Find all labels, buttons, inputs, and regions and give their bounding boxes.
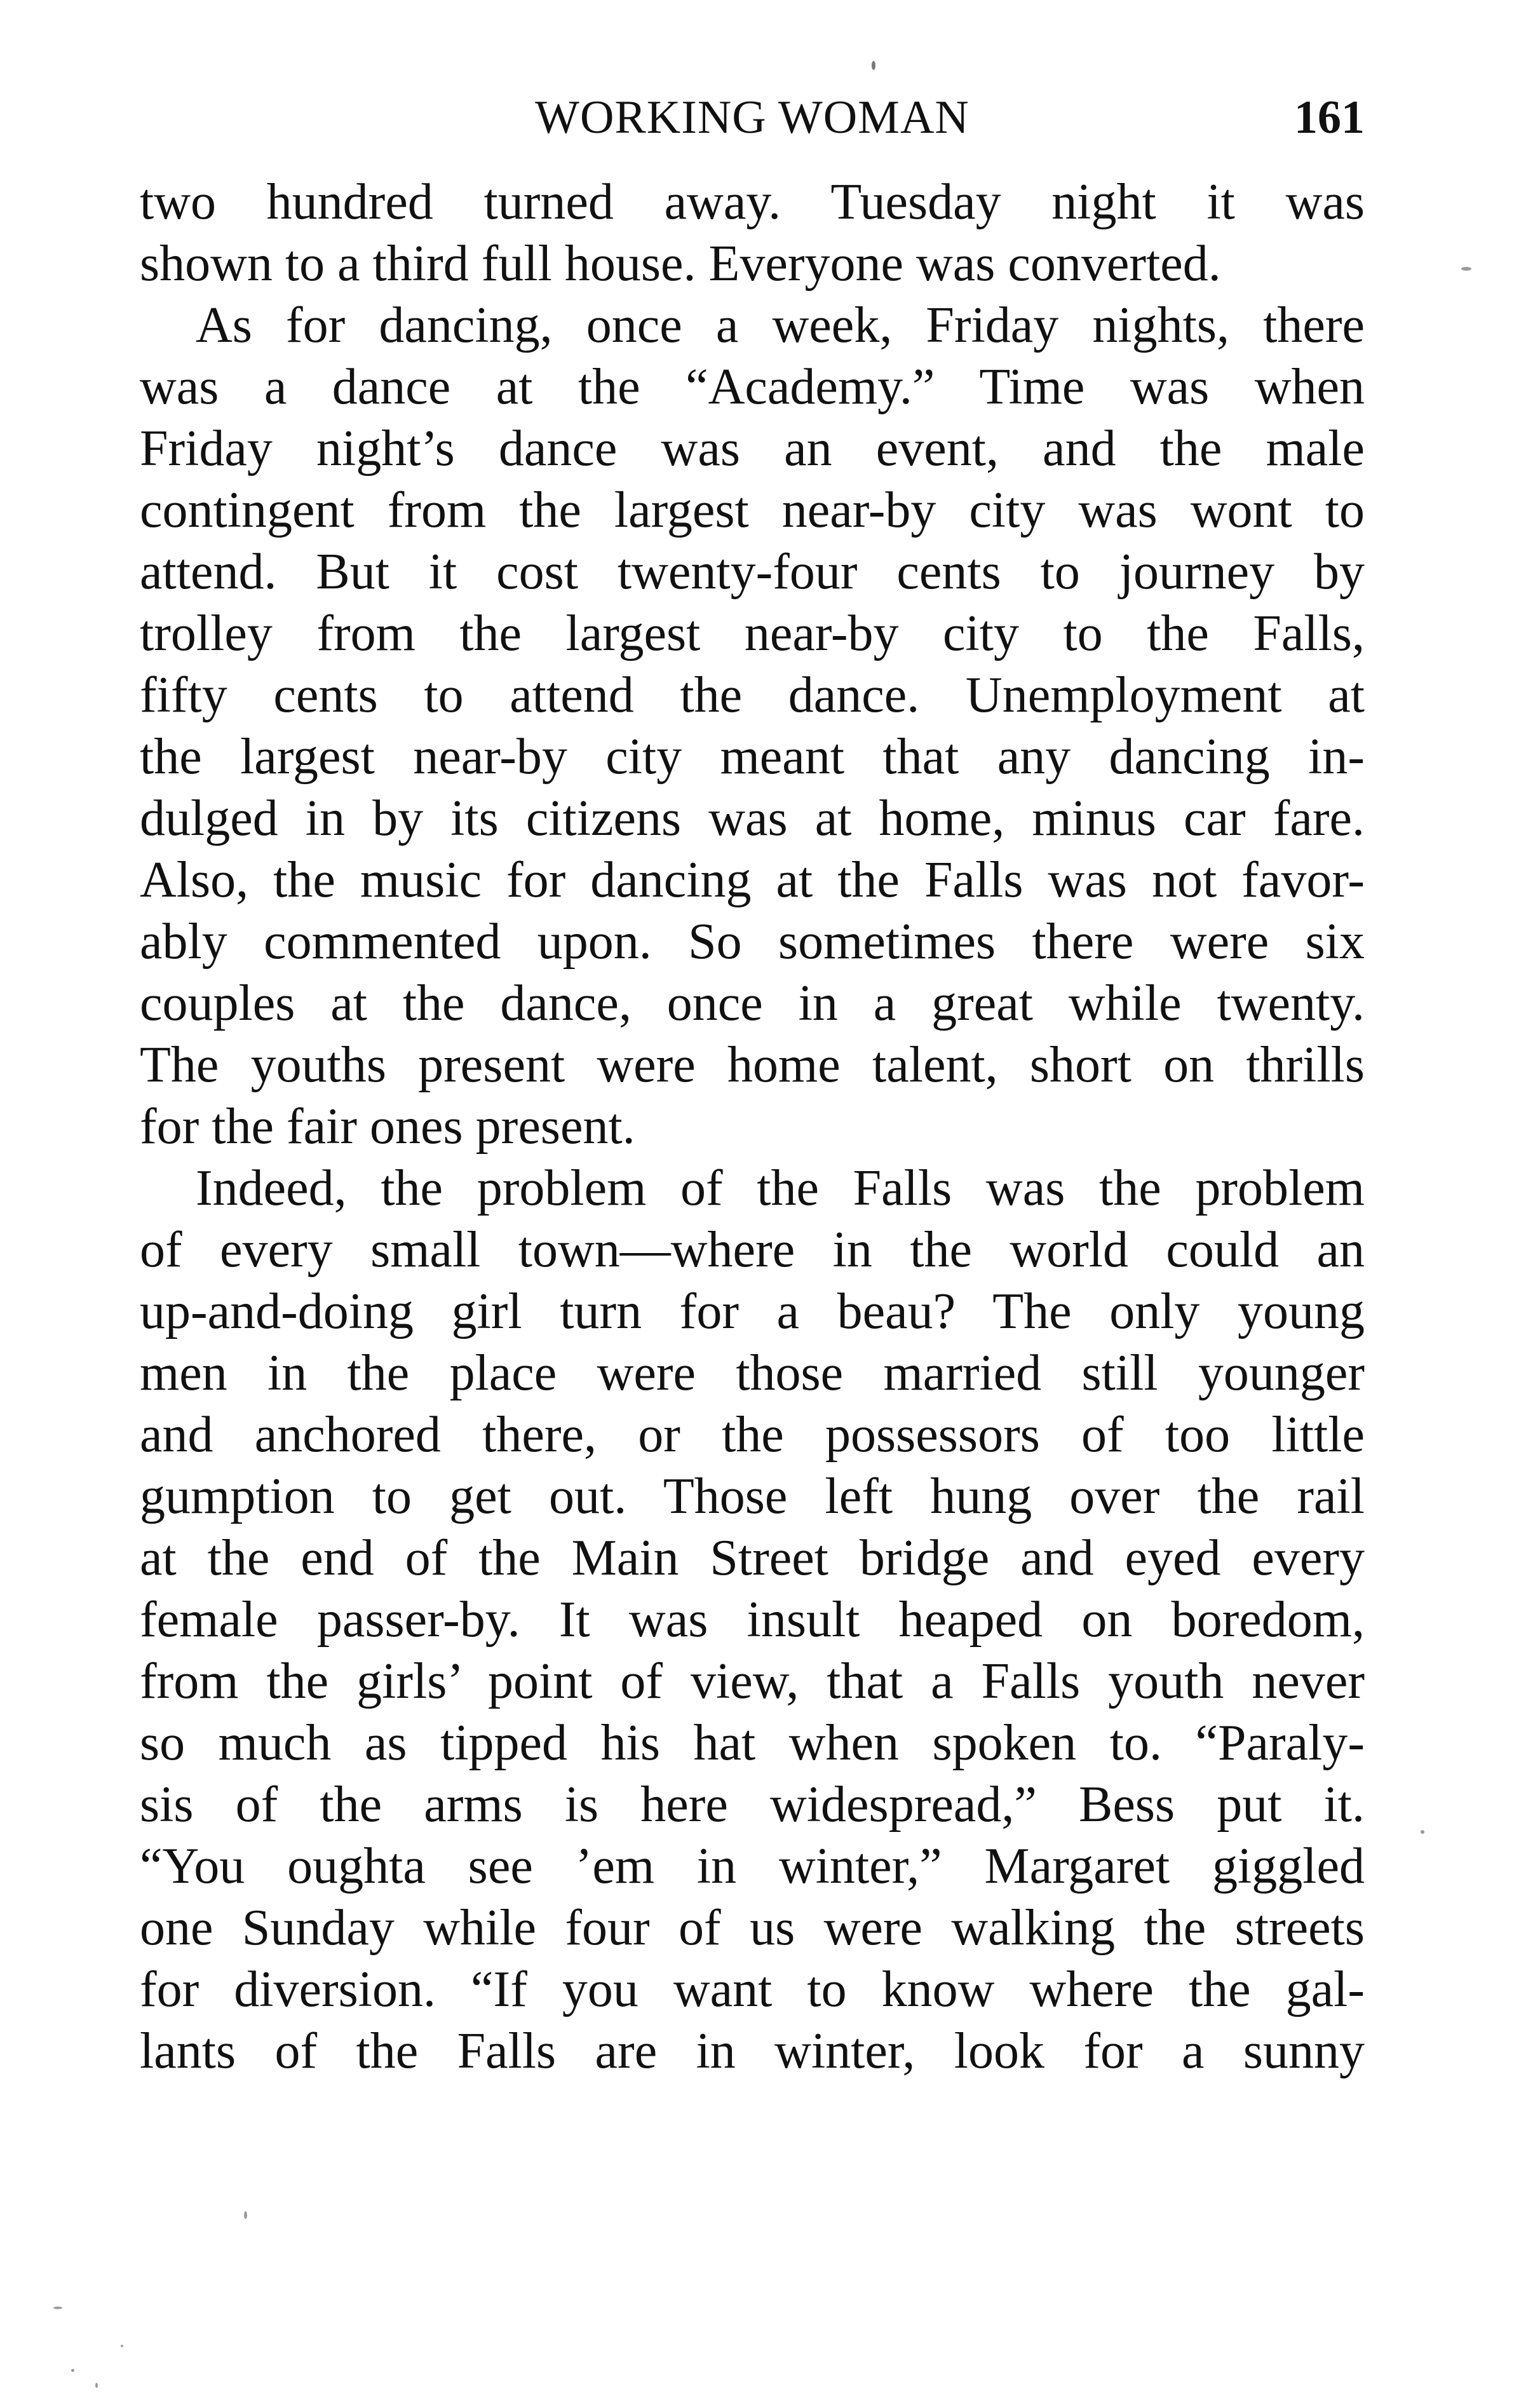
scan-speck	[1461, 267, 1471, 271]
text-line: so much as tipped his hat when spoken to. “Paraly-	[140, 1715, 1365, 1771]
text-line: for the fair ones present.	[140, 1099, 635, 1155]
scan-speck	[53, 2307, 62, 2309]
running-title: WORKING WOMAN	[535, 92, 969, 144]
text-line: sis of the arms is here widespread,” Bess put it.	[140, 1777, 1365, 1833]
scan-speck	[95, 2383, 98, 2388]
text-line: for diversion. “If you want to know where the gal-	[140, 1962, 1365, 2017]
text-line: Also, the music for dancing at the Falls was not favor-	[140, 852, 1365, 908]
scan-speck	[121, 2345, 123, 2347]
paragraph-start-line: As for dancing, once a week, Friday nights, there	[196, 297, 1365, 353]
scan-speck	[872, 61, 875, 70]
text-line: shown to a third full house. Everyone was converted.	[140, 236, 1221, 292]
paragraph-start-line: Indeed, the problem of the Falls was the problem	[196, 1160, 1365, 1216]
text-line: ably commented upon. So sometimes there were six	[140, 914, 1365, 970]
text-line: Friday night’s dance was an event, and the male	[140, 421, 1365, 477]
body-text	[140, 172, 1365, 2082]
text-line: up-and-doing girl turn for a beau? The only young	[140, 1284, 1365, 1339]
text-line: lants of the Falls are in winter, look for a sunny	[140, 2023, 1365, 2079]
text-line: gumption to get out. Those left hung over the rail	[140, 1468, 1365, 1524]
text-line: the largest near-by city meant that any dancing in-	[140, 729, 1365, 785]
scan-speck	[1421, 1830, 1424, 1834]
text-line: dulged in by its citizens was at home, minus car fare.	[140, 790, 1365, 846]
text-line: men in the place were those married still younger	[140, 1345, 1365, 1401]
text-line: at the end of the Main Street bridge and eyed every	[140, 1530, 1365, 1586]
text-line: attend. But it cost twenty-four cents to journey by	[140, 544, 1365, 600]
text-line: fifty cents to attend the dance. Unemployment at	[140, 667, 1365, 723]
text-line: one Sunday while four of us were walking the streets	[140, 1900, 1365, 1956]
text-line: and anchored there, or the possessors of too little	[140, 1407, 1365, 1463]
text-line: two hundred turned away. Tuesday night it was	[140, 174, 1365, 230]
scan-speck	[71, 2369, 74, 2372]
text-line: trolley from the largest near-by city to the Falls,	[140, 606, 1365, 661]
text-line: contingent from the largest near-by city was wont to	[140, 482, 1365, 538]
text-line: female passer-by. It was insult heaped on boredom,	[140, 1592, 1365, 1648]
scan-speck	[244, 2211, 247, 2219]
running-head	[140, 86, 1365, 149]
text-line: couples at the dance, once in a great while twenty.	[140, 975, 1365, 1031]
page-number: 161	[1294, 92, 1365, 144]
text-line: “You oughta see ’em in winter,” Margaret giggled	[140, 1838, 1365, 1894]
text-line: The youths present were home talent, short on thrills	[140, 1037, 1365, 1093]
text-line: from the girls’ point of view, that a Falls youth never	[140, 1653, 1365, 1709]
text-line: of every small town—where in the world could an	[140, 1222, 1365, 1278]
text-line: was a dance at the “Academy.” Time was when	[140, 359, 1365, 415]
